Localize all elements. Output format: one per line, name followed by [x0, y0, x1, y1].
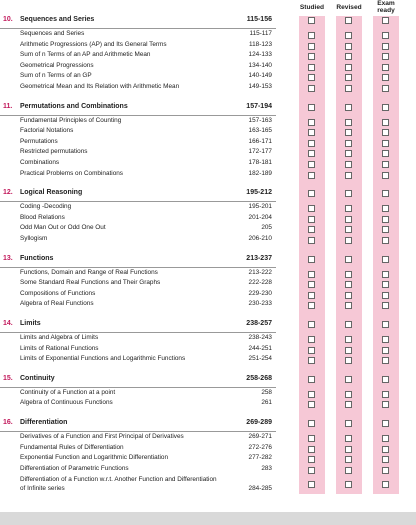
topic-title: Sum of n Terms of an GP: [20, 72, 92, 80]
chapter-number: 16.: [3, 419, 13, 426]
topic-row: [0, 158, 276, 169]
chapter-number: 12.: [3, 189, 13, 197]
topic-row: [0, 333, 276, 344]
topic-row: [0, 432, 276, 443]
topic-pages: 244-251: [248, 344, 272, 352]
chapter-title: Permutations and Combinations: [20, 102, 128, 110]
exam-ready-column-header: [366, 0, 406, 14]
studied-column: [299, 16, 325, 494]
checkbox[interactable]: [308, 129, 315, 136]
checkbox[interactable]: [345, 74, 352, 81]
chapter-number: 14.: [3, 320, 13, 327]
checkbox[interactable]: [345, 271, 352, 278]
topic-row: [0, 443, 276, 454]
checkbox[interactable]: [382, 150, 389, 157]
checkbox[interactable]: [308, 150, 315, 157]
topic-pages: 284-285: [248, 485, 272, 493]
topic-pages: 205: [261, 224, 272, 232]
checkbox[interactable]: [382, 216, 389, 223]
checkbox[interactable]: [345, 216, 352, 223]
checkbox[interactable]: [308, 456, 315, 463]
checkbox[interactable]: [382, 43, 389, 50]
topic-pages: 283: [261, 464, 272, 472]
checkbox[interactable]: [382, 172, 389, 179]
checkbox[interactable]: [308, 74, 315, 81]
topic-pages: 166-171: [248, 137, 272, 145]
checkbox[interactable]: [308, 64, 315, 71]
chapter-title: Sequences and Series: [20, 16, 95, 23]
checkbox[interactable]: [308, 140, 315, 147]
checkbox[interactable]: [345, 256, 352, 263]
chapter-section: [0, 373, 276, 409]
checkbox[interactable]: [382, 226, 389, 233]
checkbox[interactable]: [382, 32, 389, 39]
checkbox[interactable]: [308, 119, 315, 126]
checkbox[interactable]: [345, 119, 352, 126]
topic-row: [0, 71, 276, 82]
checkbox[interactable]: [308, 302, 315, 309]
checkbox[interactable]: [308, 237, 315, 244]
checkbox[interactable]: [382, 292, 389, 299]
chapter-heading: [0, 101, 276, 116]
topic-row: [0, 202, 276, 213]
topic-title: Limits and Algebra of Limits: [20, 334, 99, 341]
checkbox[interactable]: [308, 446, 315, 453]
topic-row: [0, 169, 276, 180]
topic-row: [0, 82, 276, 93]
topic-title: Fundamental Rules of Differentiation: [20, 443, 124, 451]
topic-title: Practical Problems on Combinations: [20, 169, 124, 177]
topic-pages: 206-210: [248, 234, 272, 242]
checkbox[interactable]: [345, 43, 352, 50]
checkbox[interactable]: [382, 420, 389, 427]
topic-title: Geometrical Mean and Its Relation with Arithmetic Mean: [20, 82, 180, 90]
chapter-section: [0, 101, 276, 180]
checkbox[interactable]: [345, 172, 352, 179]
checkbox[interactable]: [345, 129, 352, 136]
topic-pages: 134-140: [248, 61, 272, 69]
revised-column: [336, 16, 362, 494]
checkbox[interactable]: [345, 391, 352, 398]
chapter-title: Differentiation: [20, 419, 68, 426]
topic-row: [0, 278, 276, 289]
topic-title: Sum of n Terms of an AP and Arithmetic Mean: [20, 51, 151, 59]
exam-ready-column: [373, 16, 399, 494]
checkbox[interactable]: [382, 271, 389, 278]
topic-row: [0, 354, 276, 365]
topic-row: [0, 61, 276, 72]
topic-title: Factorial Notations: [20, 127, 74, 135]
checkbox[interactable]: [382, 85, 389, 92]
topic-row: [0, 50, 276, 61]
checkbox[interactable]: [382, 17, 389, 24]
checkbox[interactable]: [345, 281, 352, 288]
checkbox[interactable]: [345, 53, 352, 60]
checkbox[interactable]: [308, 256, 315, 263]
chapter-heading: [0, 253, 276, 268]
chapter-pages: 269-289: [246, 419, 272, 426]
checkbox[interactable]: [382, 256, 389, 263]
chapter-number: 15.: [3, 374, 13, 382]
checkbox[interactable]: [345, 336, 352, 343]
checkbox[interactable]: [382, 336, 389, 343]
checkbox[interactable]: [382, 302, 389, 309]
checkbox[interactable]: [345, 226, 352, 233]
chapter-pages: 258-268: [246, 374, 272, 382]
topic-title: Blood Relations: [20, 213, 65, 221]
checkbox[interactable]: [308, 281, 315, 288]
topic-pages: 229-230: [248, 289, 272, 297]
topic-pages: 272-276: [248, 443, 272, 451]
topic-title: Algebra of Real Functions: [20, 300, 94, 308]
checkbox[interactable]: [308, 43, 315, 50]
topic-title: Some Standard Real Functions and Their Graphs: [20, 279, 161, 287]
chapter-pages: 157-194: [246, 102, 272, 110]
checkbox[interactable]: [308, 226, 315, 233]
checkbox[interactable]: [382, 140, 389, 147]
topic-row: [0, 388, 276, 399]
footer-bar: [0, 512, 416, 525]
topic-title: Limits of Exponential Functions and Logarithmic Functions: [20, 355, 186, 363]
chapter-section: [0, 14, 276, 93]
checkbox[interactable]: [382, 104, 389, 111]
checkbox[interactable]: [382, 467, 389, 474]
chapter-number: 11.: [3, 102, 13, 110]
topic-pages: 213-222: [248, 268, 272, 276]
topic-title: Coding -Decoding: [20, 203, 72, 211]
chapter-number: 13.: [3, 254, 13, 262]
checkbox[interactable]: [382, 357, 389, 364]
topic-row: [0, 29, 276, 40]
chapter-heading: [0, 373, 276, 388]
topic-title: Sequences and Series: [20, 30, 85, 37]
topic-title: Continuity of a Function at a point: [20, 388, 116, 396]
exam-ready-line2: ready: [377, 7, 395, 14]
topic-title: Arithmetic Progressions (AP) and Its General Terms: [20, 40, 167, 48]
checkbox[interactable]: [308, 190, 315, 197]
checkbox[interactable]: [345, 401, 352, 408]
chapter-section: [0, 253, 276, 310]
checkbox[interactable]: [345, 64, 352, 71]
topic-row: [0, 344, 276, 355]
topic-title: Geometrical Progressions: [20, 61, 94, 69]
checkbox[interactable]: [308, 271, 315, 278]
checkbox[interactable]: [345, 446, 352, 453]
checkbox[interactable]: [308, 435, 315, 442]
checkbox[interactable]: [382, 376, 389, 383]
checkbox[interactable]: [345, 150, 352, 157]
checkbox[interactable]: [382, 74, 389, 81]
checkbox[interactable]: [345, 347, 352, 354]
checkbox[interactable]: [308, 347, 315, 354]
topic-row: [0, 398, 276, 409]
chapter-section: [0, 417, 276, 494]
topic-row: [0, 453, 276, 464]
checkbox[interactable]: [382, 391, 389, 398]
studied-column-header: Studied: [299, 4, 325, 11]
topic-pages: 172-177: [248, 148, 272, 156]
checkbox[interactable]: [345, 456, 352, 463]
topic-pages: 182-189: [248, 169, 272, 177]
topic-title: Derivatives of a Function and First Principal of Derivatives: [20, 433, 184, 440]
topic-title: Limits of Rational Functions: [20, 344, 99, 352]
topic-title: Syllogism: [20, 234, 48, 242]
topic-pages: 195-201: [248, 203, 272, 211]
checkbox[interactable]: [382, 446, 389, 453]
checkbox[interactable]: [345, 32, 352, 39]
checkbox[interactable]: [382, 401, 389, 408]
chapter-pages: 115-156: [246, 16, 272, 23]
checkbox[interactable]: [345, 104, 352, 111]
checkbox[interactable]: [345, 85, 352, 92]
topic-row: [0, 289, 276, 300]
checkbox[interactable]: [382, 281, 389, 288]
checkbox[interactable]: [382, 161, 389, 168]
topic-title: Fundamental Principles of Counting: [20, 116, 122, 124]
checkbox[interactable]: [382, 190, 389, 197]
topic-title: Odd Man Out or Odd One Out: [20, 224, 106, 232]
chapter-heading: [0, 14, 276, 29]
exam-ready-line1: Exam: [377, 0, 395, 7]
checkbox[interactable]: [345, 420, 352, 427]
checkbox[interactable]: [308, 376, 315, 383]
checkbox[interactable]: [382, 481, 389, 488]
chapter-heading: [0, 318, 276, 333]
checkbox[interactable]: [382, 321, 389, 328]
topic-row: [0, 213, 276, 224]
checkbox[interactable]: [382, 456, 389, 463]
topic-row: [0, 223, 276, 234]
topic-row: [0, 137, 276, 148]
checkbox[interactable]: [308, 481, 315, 488]
checkbox[interactable]: [345, 190, 352, 197]
checkbox[interactable]: [308, 104, 315, 111]
checkbox[interactable]: [308, 321, 315, 328]
topic-row: [0, 474, 276, 494]
checkbox[interactable]: [345, 357, 352, 364]
checkbox[interactable]: [345, 302, 352, 309]
checkbox[interactable]: [382, 119, 389, 126]
checkbox[interactable]: [308, 172, 315, 179]
checkbox[interactable]: [345, 435, 352, 442]
checkbox[interactable]: [345, 292, 352, 299]
checkbox[interactable]: [345, 376, 352, 383]
topic-pages: 115-117: [249, 30, 272, 37]
checkbox[interactable]: [382, 129, 389, 136]
chapter-pages: 238-257: [246, 320, 272, 327]
checkbox[interactable]: [345, 161, 352, 168]
topic-pages: 124-133: [248, 51, 272, 59]
topic-title: Differentiation of a Function w.r.t. Another Function and Differentiation of Infinite series: [20, 476, 217, 493]
topic-pages: 140-149: [248, 72, 272, 80]
checkbox[interactable]: [382, 347, 389, 354]
topic-title: Compositions of Functions: [20, 289, 96, 297]
checkbox[interactable]: [308, 216, 315, 223]
chapter-title: Continuity: [20, 374, 55, 382]
checkbox[interactable]: [308, 53, 315, 60]
topic-row: [0, 40, 276, 51]
checkbox[interactable]: [308, 391, 315, 398]
topic-row: [0, 234, 276, 245]
topic-title: Differentiation of Parametric Functions: [20, 464, 129, 472]
topic-pages: 251-254: [248, 355, 272, 363]
checkbox[interactable]: [308, 420, 315, 427]
checkbox[interactable]: [345, 17, 352, 24]
checkbox[interactable]: [308, 32, 315, 39]
topic-title: Combinations: [20, 158, 60, 166]
checkbox[interactable]: [345, 205, 352, 212]
topic-row: [0, 147, 276, 158]
checkbox[interactable]: [308, 17, 315, 24]
chapter-pages: 195-212: [246, 189, 272, 197]
topic-title: Algebra of Continuous Functions: [20, 399, 113, 407]
checkbox[interactable]: [382, 435, 389, 442]
checkbox[interactable]: [382, 205, 389, 212]
chapter-heading: [0, 187, 276, 202]
chapter-pages: 213-237: [246, 254, 272, 262]
topic-row: [0, 126, 276, 137]
chapter-section: [0, 318, 276, 365]
topic-pages: 222-228: [248, 279, 272, 287]
checkbox[interactable]: [382, 64, 389, 71]
topic-pages: 277-282: [248, 454, 272, 462]
chapter-title: Limits: [20, 320, 41, 327]
topic-title: Functions, Domain and Range of Real Functions: [20, 268, 158, 276]
checkbox[interactable]: [308, 401, 315, 408]
topic-title: Permutations: [20, 137, 58, 145]
topic-pages: 163-165: [248, 127, 272, 135]
topic-pages: 238-243: [248, 334, 272, 341]
checkbox[interactable]: [345, 481, 352, 488]
topic-row: [0, 116, 276, 127]
checkbox[interactable]: [308, 336, 315, 343]
checkbox[interactable]: [382, 237, 389, 244]
topic-title: Restricted permutations: [20, 148, 88, 156]
topic-row: [0, 299, 276, 310]
topic-pages: 178-181: [248, 158, 272, 166]
topic-pages: 258: [261, 388, 272, 396]
topic-pages: 149-153: [248, 82, 272, 90]
checkbox[interactable]: [308, 357, 315, 364]
topic-row: [0, 464, 276, 475]
chapter-title: Functions: [20, 254, 54, 262]
chapter-heading: [0, 417, 276, 432]
topic-title: Exponential Function and Logarithmic Differentiation: [20, 454, 169, 462]
chapter-title: Logical Reasoning: [20, 189, 83, 197]
checkbox[interactable]: [345, 140, 352, 147]
checkbox[interactable]: [308, 292, 315, 299]
topic-pages: 118-123: [249, 40, 272, 48]
checkbox[interactable]: [308, 85, 315, 92]
topic-pages: 261: [261, 399, 272, 407]
checkbox[interactable]: [382, 53, 389, 60]
chapter-number: 10.: [3, 16, 13, 23]
checkbox[interactable]: [345, 321, 352, 328]
checkbox[interactable]: [345, 467, 352, 474]
topic-pages: 157-163: [248, 116, 272, 124]
checkbox[interactable]: [308, 467, 315, 474]
checkbox[interactable]: [345, 237, 352, 244]
checkbox[interactable]: [308, 205, 315, 212]
revised-column-header: Revised: [336, 4, 362, 11]
checkbox[interactable]: [308, 161, 315, 168]
topic-pages: 230-233: [248, 300, 272, 308]
topic-row: [0, 268, 276, 279]
topic-pages: 269-271: [248, 433, 272, 440]
topic-pages: 201-204: [248, 213, 272, 221]
chapter-section: [0, 187, 276, 244]
